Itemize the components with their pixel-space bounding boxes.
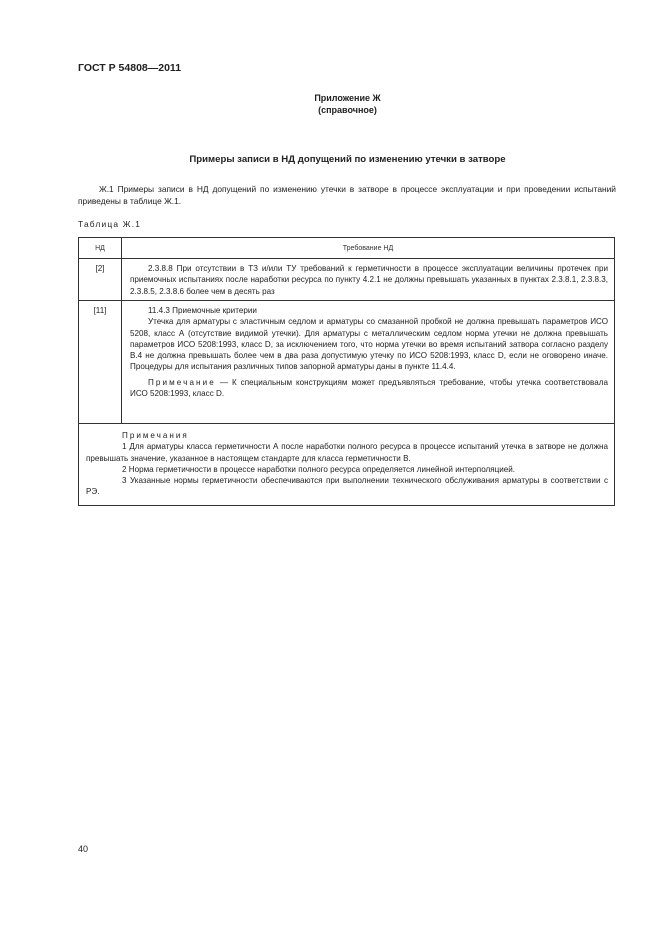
intro-paragraph: Ж.1 Примеры записи в НД допущений по изменению утечки в затворе в процессе эксплуатации и при проведении испытаний приведены в таблице Ж.1. bbox=[78, 184, 616, 207]
note-item-3: 3 Указанные нормы герметичности обеспечиваются при выполнении технического обслуживания арматуры в соответствии с РЭ. bbox=[86, 476, 608, 497]
annex-kind: (справочное) bbox=[318, 105, 377, 115]
note-item-1: 1 Для арматуры класса герметичности А после наработки полного ресурса в процессе испытаний утечка в затворе не должна превышать значение, указанное в настоящем стандарте для класса герметичности В. bbox=[86, 442, 608, 463]
column-header-nd: НД bbox=[95, 245, 105, 252]
row-2-note-label: Примечание bbox=[148, 377, 216, 387]
table-notes bbox=[86, 430, 608, 498]
table-caption: Таблица Ж.1 bbox=[78, 219, 142, 229]
page-number: 40 bbox=[78, 844, 89, 854]
row-2-requirement bbox=[130, 305, 608, 399]
row-2-title: 11.4.3 Приемочные критерии bbox=[148, 306, 257, 315]
row-1-requirement bbox=[130, 263, 608, 297]
row-2-note-text: — К специальным конструкциям может предъявляться требование, чтобы утечка соответствовала ИСО 5208:1993, класс D. bbox=[130, 377, 608, 399]
header-divider bbox=[79, 258, 614, 259]
row-1-nd: [2] bbox=[95, 264, 105, 273]
row-1-text: 2.3.8.8 При отсутствии в ТЗ и/или ТУ требований к герметичности в процессе эксплуатации величины протечек при приемочных испытаниях после наработки ресурса по пункту 4.2.1 не должны превышать указанных в пунктах 2.3.8.1, 2.3.8.3, 2.3.8.5, 2.3.8.6 более чем в десять раз bbox=[130, 264, 608, 296]
annex-heading: Примеры записи в НД допущений по изменению утечки в затворе bbox=[189, 154, 506, 165]
notes-title: Примечания bbox=[122, 431, 189, 440]
requirements-table bbox=[78, 237, 615, 506]
column-divider bbox=[121, 238, 122, 423]
row-2-text: Утечка для арматуры с эластичным седлом и арматуры со смазанной пробкой не должна превышать параметров ИСО 5208, класс А (отсутствие видимой утечки). Для арматуры с металлическим седлом норма утечки не должна превышать параметров ИСО 5208:1993, класс D, за исключением того, что норма утечки во время испытаний затвора согласно разделу В.4 не должна превышать более чем в два раза допустимую утечку по ИСО 5208:1993, класс D, если не оговорено иначе. Процедуры для испытания различных типов запорной арматуры даны в пункте 11.4.4. bbox=[130, 317, 608, 372]
annex-title: Приложение Ж bbox=[314, 93, 381, 103]
row-divider bbox=[79, 300, 614, 301]
note-item-2: 2 Норма герметичности в процессе наработки полного ресурса определяется линейной интерполяцией. bbox=[122, 464, 516, 474]
row-2-nd: [11] bbox=[93, 306, 107, 315]
column-header-requirement: Требование НД bbox=[342, 245, 394, 252]
row-2-note bbox=[130, 377, 608, 400]
notes-divider bbox=[79, 423, 614, 424]
document-code: ГОСТ Р 54808—2011 bbox=[78, 62, 182, 74]
